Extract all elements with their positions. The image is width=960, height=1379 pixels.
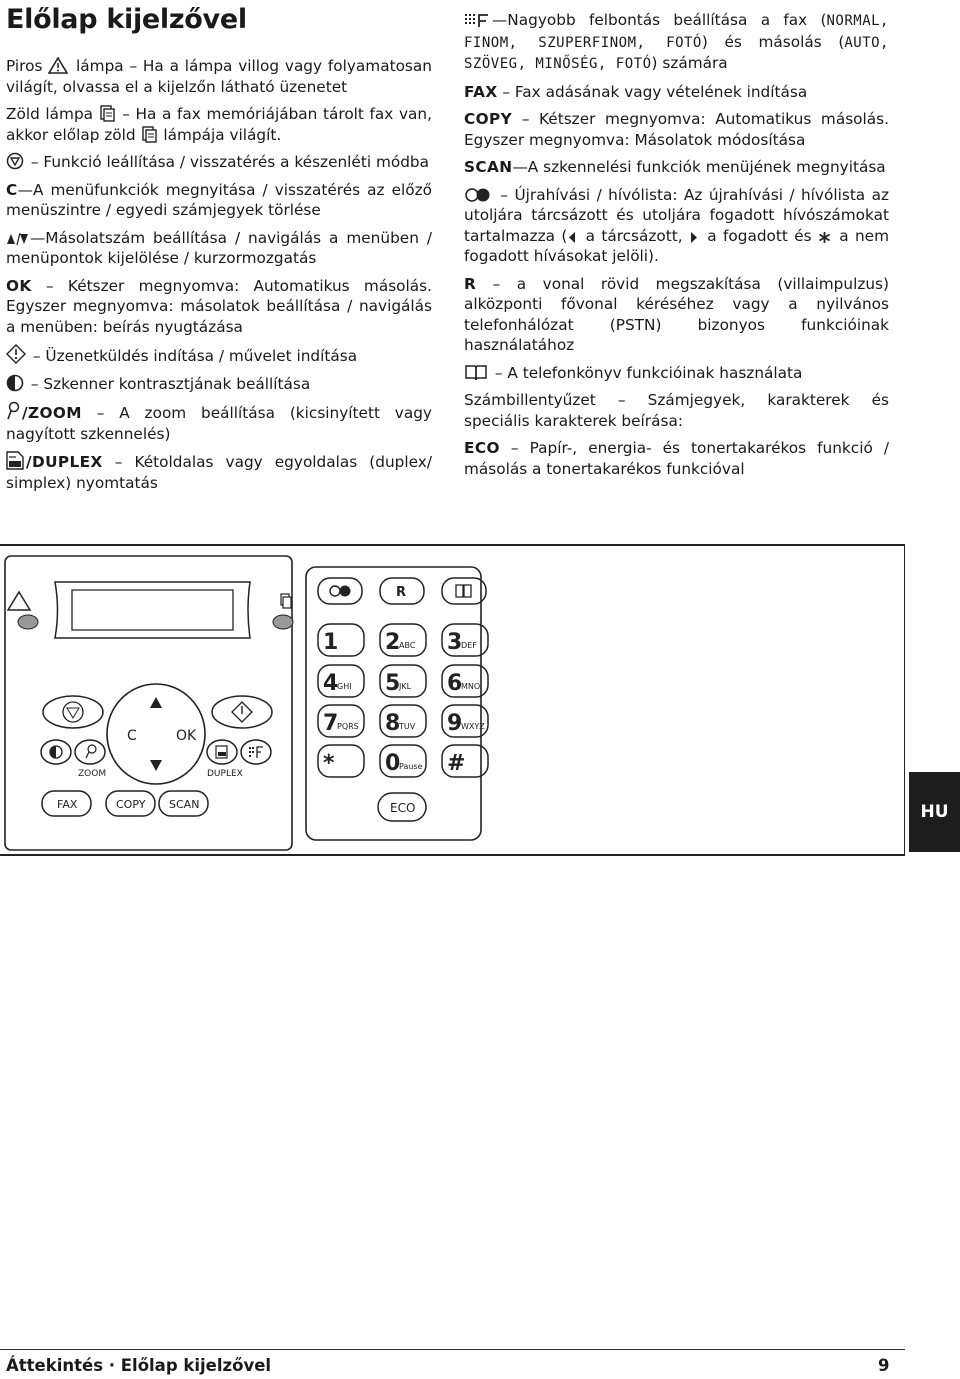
ok-item: OK – Kétszer megnyomva: Automatikus másolás. Egyszer megnyomva: másolatok beállítása / navigálás a menüben: beírás nyugtázása: [6, 276, 432, 336]
eco-item: ECO – Papír-, energia- és tonertakarékos funkció / másolás a tonertakarékos funkcióval: [464, 439, 889, 478]
resolution-icon: [464, 13, 490, 28]
stop-icon: [6, 152, 24, 170]
fax-memory-icon: [99, 105, 115, 122]
keypad-digit: 0: [385, 751, 401, 776]
zoom-icon: [88, 745, 96, 753]
keypad-digit: 5: [385, 671, 401, 696]
eco-button-label: ECO: [390, 801, 416, 815]
keypad-letters: MNO: [461, 682, 481, 691]
footer-rule: [0, 1349, 905, 1350]
resolution-icon: [249, 747, 254, 757]
phonebook-item: – A telefonkönyv funkcióinak használata: [464, 363, 889, 384]
contrast-icon: [6, 374, 24, 392]
keypad-digit: 3: [447, 630, 463, 655]
copy-button-label: COPY: [116, 798, 146, 811]
zoom-icon: [6, 401, 20, 421]
footer-section-title: Áttekintés · Előlap kijelzővel: [6, 1356, 272, 1375]
ok-button[interactable]: OK: [176, 728, 197, 744]
fax-memory-icon: [141, 126, 157, 143]
stop-button[interactable]: [43, 696, 103, 728]
display-screen: [72, 590, 233, 630]
keypad-item: Számbillentyűzet – Számjegyek, karakterek és speciális karakterek beírása:: [464, 391, 889, 430]
keypad-letters: JKL: [399, 682, 412, 691]
duplex-label: DUPLEX: [207, 769, 243, 779]
page-number: 9: [878, 1356, 890, 1375]
c-button[interactable]: C: [127, 728, 137, 744]
fax-memory-icon: [281, 594, 291, 608]
green-lamp: [273, 615, 293, 629]
scan-button-label: SCAN: [169, 798, 200, 811]
zoom-item: /ZOOM – A zoom beállítása (kicsinyített vagy nagyított szkennelés): [6, 401, 432, 444]
fax-item: FAX – Fax adásának vagy vételének indítása: [464, 82, 808, 101]
start-item: – Üzenetküldés indítása / művelet indítása: [6, 344, 432, 367]
left-column: [6, 56, 432, 500]
phonebook-icon: [464, 364, 488, 381]
language-tab: HU: [909, 772, 960, 852]
keypad-digit: 2: [385, 630, 401, 655]
up-down-arrow-icon: [6, 232, 28, 246]
keypad-letters: PQRS: [337, 722, 359, 731]
stop-item: – Funkció leállítása / visszatérés a készenléti módba: [6, 152, 432, 173]
keypad-digit: 7: [323, 711, 339, 736]
r-button-label: R: [396, 585, 407, 600]
page-title: Előlap kijelzővel: [6, 4, 247, 35]
right-column: [464, 10, 889, 486]
zold-item: Zöld lámpa – Ha a fax memóriájában tárolt fax van, akkor előlap zöld lámpája világít.: [6, 105, 432, 144]
duplex-icon: [6, 451, 24, 470]
up-arrow-button[interactable]: [150, 697, 162, 708]
contrast-item: – Szkenner kontrasztjának beállítása: [6, 374, 432, 395]
duplex-item: /DUPLEX – Kétoldalas vagy egyoldalas (duplex/ simplex) nyomtatás: [6, 453, 432, 492]
keypad-digit: 6: [447, 671, 463, 696]
resolution-item: —Nagyobb felbontás beállítása a fax (NORMAL, FINOM, SZUPERFINOM, FOTÓ) és másolás (AUTO, SZÖVEG, MINŐSÉG, FOTÓ) számára: [464, 11, 889, 72]
keypad-letters: ABC: [399, 641, 416, 650]
keypad-letters: TUV: [399, 722, 416, 731]
start-icon: [6, 344, 26, 364]
keypad-letters: WXYZ: [461, 722, 485, 731]
nav-item: —Másolatszám beállítása / navigálás a menüben / menüpontok kijelölése / kurzormozgatás: [6, 228, 432, 267]
redial-icon: [330, 586, 351, 597]
keypad-letters: GHI: [337, 682, 352, 691]
keypad-letters: DEF: [461, 641, 477, 650]
dialed-arrow-icon: [567, 231, 577, 244]
keypad-digit: 9: [447, 711, 463, 736]
keypad-digit: 8: [385, 711, 401, 736]
c-item: C—A menüfunkciók megnyitása / visszatérés az előző menüszintre / egyedi számjegyek törlése: [6, 180, 432, 219]
keypad-digit: 4: [323, 671, 339, 696]
down-arrow-button[interactable]: [150, 760, 162, 771]
scan-item: SCAN—A szkennelési funkciók menüjének megnyitása: [464, 158, 886, 176]
received-arrow-icon: [689, 231, 699, 244]
redial-icon: [464, 187, 492, 203]
piros-item: Piros lámpa – Ha a lámpa villog vagy folyamatosan világít, olvassa el a kijelzőn látható üzenetet: [6, 57, 432, 96]
warning-icon: [48, 57, 68, 74]
warning-icon: [8, 592, 30, 610]
keypad-digit: 1: [323, 630, 339, 655]
front-panel-illustration: [0, 540, 905, 860]
keypad-digit: *: [323, 751, 335, 776]
zoom-label: ZOOM: [78, 769, 107, 779]
stop-icon: [63, 702, 83, 722]
keypad-letters: Pause: [399, 762, 423, 771]
keypad-digit: #: [447, 751, 466, 776]
fax-button-label: FAX: [57, 798, 78, 811]
numeric-keypad: [318, 624, 488, 777]
red-lamp: [18, 615, 38, 629]
missed-star-icon: [818, 231, 831, 244]
resolution-button[interactable]: [241, 740, 271, 764]
redial-item: – Újrahívási / hívólista: Az újrahívási / hívólista az utoljára tárcsázott és utoljára fogadott hívószámokat tartalmazza ( a tárcsázott, a fogadott és a nem fogadott hívásokat jelöli).: [464, 185, 889, 265]
r-item: R – a vonal rövid megszakítása (villaimpulzus) alközponti fővonal kéréséhez vagy a nyilvános telefonhálózat (PSTN) bizonyos funkcióinak használatához: [464, 274, 889, 354]
phonebook-icon: [456, 585, 471, 597]
copy-item: COPY – Kétszer megnyomva: Automatikus másolás. Egyszer megnyomva: Másolatok módosítása: [464, 110, 889, 149]
